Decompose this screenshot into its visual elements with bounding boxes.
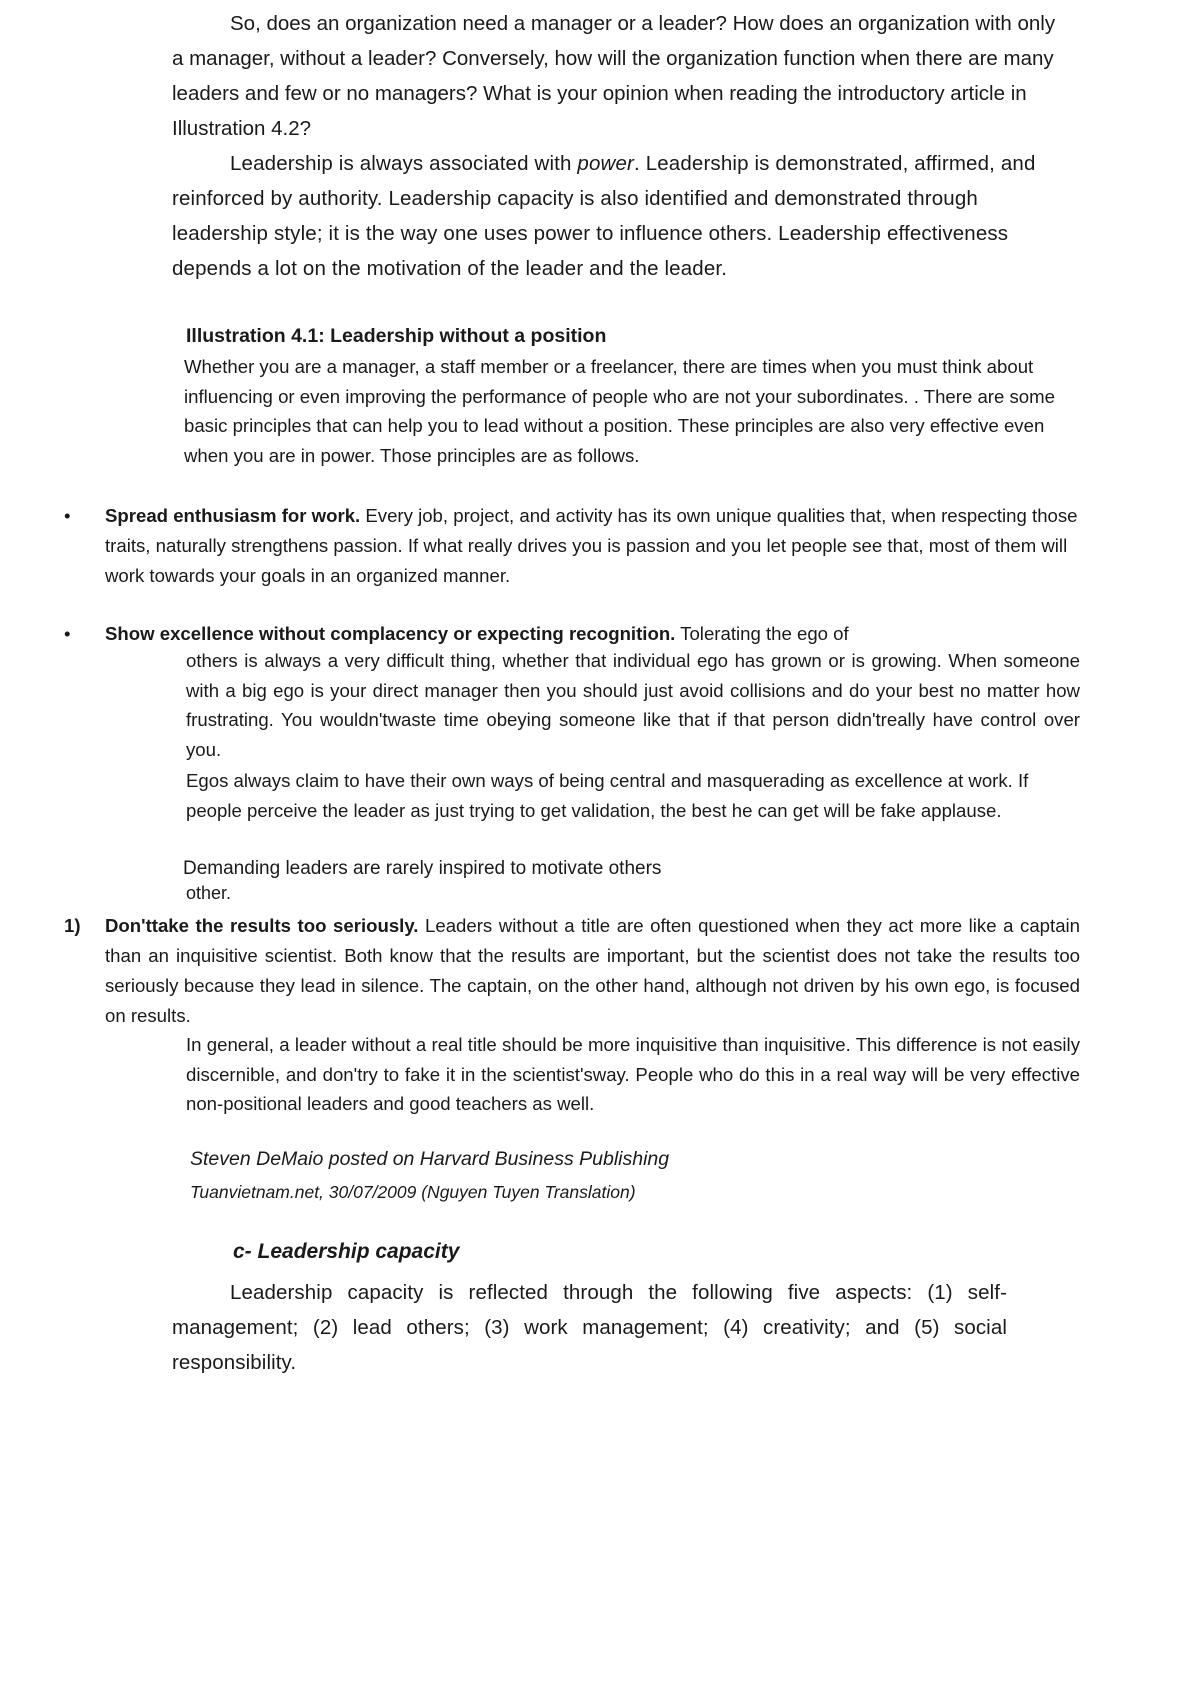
- illustration-body: Whether you are a manager, a staff member or a freelancer, there are times when you must think about influencing or even improving the performance of people who are not your subordinates. . There are some basic principles that can help you to lead without a position. These principles are also very effective even when you are in power. Those principles are as follows.: [184, 356, 1055, 466]
- citation-author: Steven DeMaio posted on Harvard Business Publishing: [190, 1148, 670, 1170]
- capacity-paragraph: Leadership capacity is reflected through the following five aspects: (1) self-management; (2) lead others; (3) work management; (4) creativity; and (5) social responsibility.: [172, 1281, 1007, 1374]
- emphasis-power: power: [577, 152, 634, 175]
- ego-paragraph-1: others is always a very difficult thing, whether that individual ego has grown or is growing. When someone with a big ego is your direct manager then you should just avoid collisions and do your best no matter how frustrating. You wouldn'twaste time obeying someone like that if that person didn'treally have control over you.: [186, 650, 1080, 760]
- power-paragraph: Leadership is always associated with power. Leadership is demonstrated, affirmed, and reinforced by authority. Leadership capacity is also identified and demonstrated through leadership style; it is the way one uses power to influence others. Leadership effectiveness depends a lot on the motivation of the leader and the leader.: [172, 152, 1036, 280]
- demanding-line: Demanding leaders are rarely inspired to motivate others: [183, 858, 662, 879]
- general-paragraph: In general, a leader without a real title should be more inquisitive than inquisitive. This difference is not easily discernible, and don'try to fake it in the scientist'sway. People who do this in a real way will be very effective non-positional leaders and good teachers as well.: [186, 1034, 1080, 1114]
- ego-paragraph-2: Egos always claim to have their own ways of being central and masquerading as excellence at work. If people perceive the leader as just trying to get validation, the best he can get will be fake applause.: [186, 770, 1029, 821]
- other-line: other.: [186, 883, 232, 903]
- item-number: 1): [64, 915, 81, 936]
- citation-source: Tuanvietnam.net, 30/07/2009 (Nguyen Tuyen Translation): [190, 1182, 636, 1202]
- bullet-marker: •: [64, 505, 71, 526]
- bullet-title: Show excellence without complacency or expecting recognition.: [105, 623, 676, 644]
- bullet-title: Spread enthusiasm for work.: [105, 505, 361, 526]
- section-heading: c- Leadership capacity: [233, 1240, 460, 1263]
- document-page: So, does an organization need a manager or a leader? How does an organization with only a manager, without a leader? Conversely, how will the organization function when there are many leaders and few or no managers? What is your opinion when reading the introductory article in Illustration 4.2? Leadership is always associated with power. Leadership is demonstrated, affirmed, and reinforced by authority. Leadership capacity is also identified and demonstrated through leadership style; it is the way one uses power to influence others. Leadership effectiveness depends a lot on the motivation of the leader and the leader. Illustration 4.1: Leadership without a position Whether you are a manager, a staff member or a freelancer, there are times when you must think about influencing or even improving the performance of people who are not your subordinates. . There are some basic principles that can help you to lead without a position. These principles are also very effective even when you are in power. Those principles are as follows. • Spread enthusiasm for work. Every job, project, and activity has its own unique qualities that, when respecting those traits, naturally strengthens passion. If what really drives you is passion and you let people see that, most of them will work towards your goals in an organized manner. • Show excellence without complacency or expecting recognition. Tolerating the ego of others is always a very difficult thing, whether that individual ego has grown or is growing. When someone with a big ego is your direct manager then you should just avoid collisions and do your best no matter how frustrating. You wouldn'twaste time obeying someone like that if that person didn'treally have control over you. Egos always claim to have their own ways of being central and masquerading as excellence at work. If people perceive the leader as just trying to get validation, the best he can get will be fake applause. Demanding leaders are rarely inspired to motivate others other. 1) Don'ttake the results too seriously. Leaders without a title are often questioned when they act more like a captain than an inquisitive scientist. Both know that the results are important, but the scientist does not take the results too seriously because they lead in silence. The captain, on the other hand, although not driven by his own ego, is focused on results. In general, a leader without a real title should be more inquisitive than inquisitive. This difference is not easily discernible, and don'try to fake it in the scientist'sway. People who do this in a real way will be very effective non-positional leaders and good teachers as well. Steven DeMaio posted on Harvard Business Publishing Tuanvietnam.net, 30/07/2009 (Nguyen Tuyen Translation) c- Leadership capacity Leadership capacity is reflected through the following five aspects: (1) self-management; (2) lead others; (3) work management; (4) creativity; and (5) social responsibility.: [0, 0, 1200, 1698]
- intro-paragraph: So, does an organization need a manager or a leader? How does an organization with only a manager, without a leader? Conversely, how will the organization function when there are many leaders and few or no managers? What is your opinion when reading the introductory article in Illustration 4.2?: [172, 12, 1056, 140]
- illustration-title: Illustration 4.1: Leadership without a position: [186, 325, 607, 347]
- bullet-marker: •: [64, 623, 71, 644]
- item-title: Don'ttake the results too seriously.: [105, 915, 419, 936]
